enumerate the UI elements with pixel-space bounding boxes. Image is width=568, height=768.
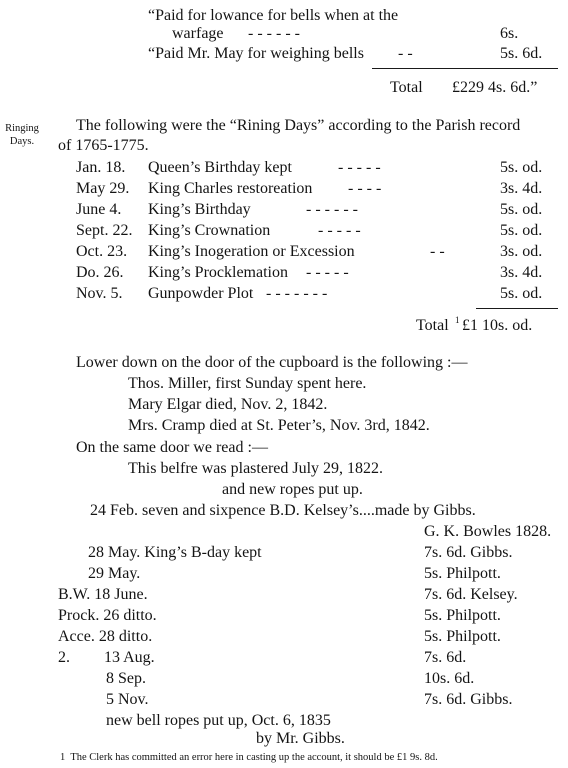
- ringing-day-amount: 5s. od.: [500, 159, 543, 176]
- payment-left: 5 Nov.: [106, 691, 149, 708]
- door-line1: This belfre was plastered July 29, 1822.: [128, 460, 384, 477]
- footnote-number: 1: [60, 752, 66, 763]
- payment-left: B.W. 18 June.: [58, 586, 148, 603]
- ringing-day-date: Jan. 18.: [76, 159, 126, 176]
- ringing-day-amount: 3s. 4d.: [500, 180, 543, 197]
- ringing-day-event: King’s Crownation: [148, 222, 271, 239]
- ropes-line2: by Mr. Gibbs.: [256, 730, 345, 747]
- entry-lowance-line2: warfage: [172, 25, 224, 42]
- margin-note: [2, 122, 42, 148]
- payment-left: 13 Aug.: [104, 649, 155, 666]
- payment-right: 7s. 6d. Gibbs.: [424, 691, 513, 708]
- ringing-day-event: King’s Procklemation: [148, 264, 288, 281]
- entry-weighing-dashes: - -: [398, 45, 413, 62]
- footnote-text: The Clerk has committed an error here in casting up the account, it should be £1 9s. 8d.: [70, 752, 438, 763]
- ringing-day-event: King’s Inogeration or Excession: [148, 243, 355, 260]
- ringing-day-dashes: - -: [430, 243, 445, 260]
- ropes-line1: new bell ropes put up, Oct. 6, 1835: [106, 712, 331, 729]
- ringing-day-amount: 3s. 4d.: [500, 264, 543, 281]
- ringing-day-date: Do. 26.: [76, 264, 124, 281]
- entry-weighing-text: “Paid Mr. May for weighing bells: [148, 45, 364, 62]
- ringing-day-date: May 29.: [76, 180, 130, 197]
- payment-left: 28 May. King’s B-day kept: [88, 544, 262, 561]
- payment-right: 5s. Philpott.: [424, 565, 501, 582]
- ringing-day-amount: 3s. od.: [500, 243, 543, 260]
- payment-left-number: 2.: [58, 649, 70, 666]
- door-signature: G. K. Bowles 1828.: [424, 523, 552, 540]
- door-line3: 24 Feb. seven and sixpence B.D. Kelsey’s....made by Gibbs.: [90, 502, 476, 519]
- entry-lowance-line1: “Paid for lowance for bells when at the: [148, 7, 399, 24]
- ringing-day-amount: 5s. od.: [500, 285, 543, 302]
- ringing-day-date: June 4.: [76, 201, 122, 218]
- ringing-day-event: Queen’s Birthday kept: [148, 159, 292, 176]
- cupboard-line: Mary Elgar died, Nov. 2, 1842.: [128, 396, 328, 413]
- ringing-day-amount: 5s. od.: [500, 222, 543, 239]
- top-total-amount: £229 4s. 6d.”: [452, 79, 538, 96]
- days-total-amount: £1 10s. od.: [462, 317, 533, 334]
- intro-line1: The following were the “Rining Days” according to the Parish record: [76, 117, 521, 134]
- ringing-day-dashes: - - - - - -: [306, 201, 358, 218]
- margin-note-line1: Ringing: [5, 123, 39, 134]
- payment-left: Acce. 28 ditto.: [58, 628, 153, 645]
- entry-lowance-dashes: - - - - - -: [248, 25, 300, 42]
- payment-right: 5s. Philpott.: [424, 607, 501, 624]
- door-intro: On the same door we read :—: [76, 439, 268, 456]
- ringing-day-date: Sept. 22.: [76, 222, 133, 239]
- ringing-day-dashes: - - - -: [348, 180, 382, 197]
- ringing-day-dashes: - - - - - - -: [266, 285, 328, 302]
- top-total-label: Total: [390, 79, 423, 96]
- ringing-day-event: King Charles restoreation: [148, 180, 313, 197]
- cupboard-line: Thos. Miller, first Sunday spent here.: [128, 375, 367, 392]
- margin-note-line2: Days.: [9, 136, 35, 147]
- ringing-day-dashes: - - - - -: [318, 222, 361, 239]
- entry-lowance-amount: 6s.: [500, 25, 519, 42]
- ringing-day-date: Oct. 23.: [76, 243, 128, 260]
- payment-right: 7s. 6d.: [424, 649, 467, 666]
- ringing-day-date: Nov. 5.: [76, 285, 123, 302]
- ringing-day-dashes: - - - - -: [306, 264, 349, 281]
- cupboard-intro: Lower down on the door of the cupboard is the following :—: [76, 354, 468, 371]
- entry-weighing-amount: 5s. 6d.: [500, 45, 543, 62]
- payment-right: 5s. Philpott.: [424, 628, 501, 645]
- ringing-day-amount: 5s. od.: [500, 201, 543, 218]
- days-total-label: Total: [416, 317, 449, 334]
- ringing-day-dashes: - - - - -: [338, 159, 381, 176]
- cupboard-line: Mrs. Cramp died at St. Peter’s, Nov. 3rd, 1842.: [128, 417, 430, 434]
- top-total-rule: [372, 68, 558, 69]
- payment-right: 7s. 6d. Kelsey.: [424, 586, 518, 603]
- footnote: [60, 753, 438, 764]
- footnote-ref-marker: 1: [455, 315, 460, 325]
- ringing-day-event: King’s Birthday: [148, 201, 251, 218]
- payment-right: 7s. 6d. Gibbs.: [424, 544, 513, 561]
- ringing-day-event: Gunpowder Plot: [148, 285, 254, 302]
- payment-left: Prock. 26 ditto.: [58, 607, 157, 624]
- intro-line2: of 1765-1775.: [58, 137, 149, 154]
- payment-left: 29 May.: [88, 565, 141, 582]
- payment-right: 10s. 6d.: [424, 670, 475, 687]
- days-total-rule: [476, 308, 558, 309]
- payment-left: 8 Sep.: [106, 670, 146, 687]
- door-line2: and new ropes put up.: [222, 481, 363, 498]
